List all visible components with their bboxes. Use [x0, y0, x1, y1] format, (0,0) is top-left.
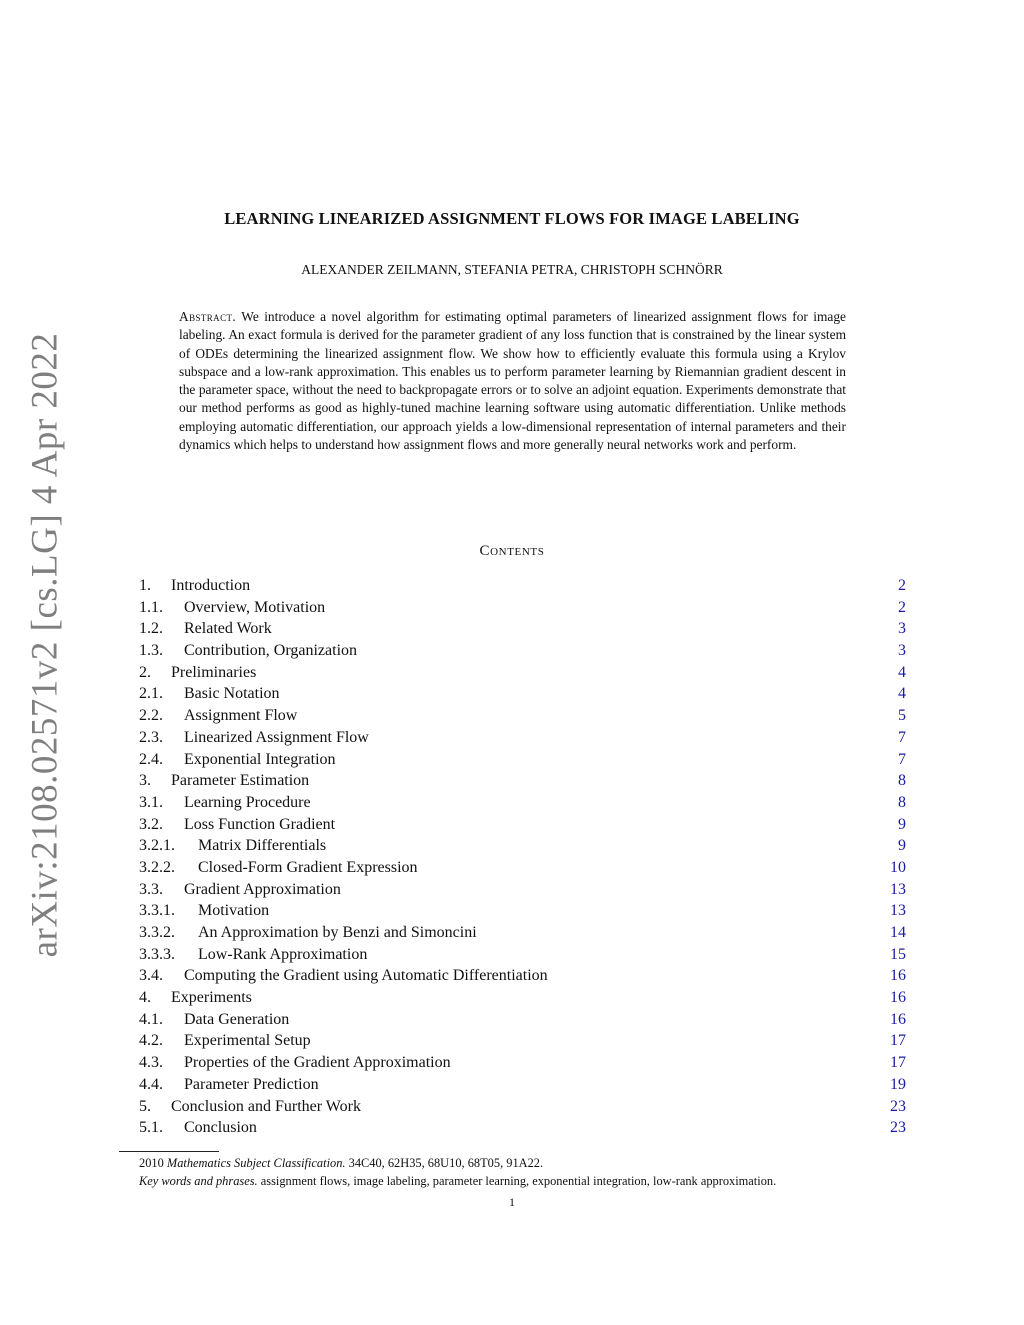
toc-entry[interactable] [139, 987, 906, 1009]
toc-entry-title: Parameter Estimation [171, 772, 310, 790]
footnote-msc [139, 1156, 543, 1171]
toc-entry-number: 3.3.3. [139, 945, 175, 963]
toc-entry-page-link[interactable]: 3 [898, 620, 906, 638]
toc-entry-page-link[interactable]: 8 [898, 772, 906, 790]
toc-entry-number: 1.2. [139, 620, 163, 638]
abstract-label: Abstract. [179, 309, 237, 324]
abstract [179, 308, 846, 454]
toc-entry[interactable] [139, 814, 906, 836]
keywords-label: Key words and phrases. [139, 1174, 258, 1188]
toc-entry-title: Conclusion [184, 1119, 257, 1137]
toc-entry[interactable] [139, 1096, 906, 1118]
page-number: 1 [509, 1195, 515, 1209]
toc-entry-title: Closed-Form Gradient Expression [198, 858, 418, 876]
toc-entry-title: An Approximation by Benzi and Simoncini [198, 924, 477, 941]
toc-entry-title: Motivation [198, 902, 270, 920]
toc-entry-page-link[interactable]: 17 [890, 1032, 906, 1050]
toc-entry-number: 3.3. [139, 880, 163, 898]
toc-entry-page-link[interactable]: 23 [890, 1119, 906, 1137]
toc-entry-title: Parameter Prediction [184, 1075, 319, 1093]
toc-entry-page-link[interactable]: 3 [898, 642, 906, 660]
toc-entry-page-link[interactable]: 17 [890, 1054, 906, 1072]
toc-entry-page-link[interactable]: 9 [898, 837, 906, 855]
toc-entry[interactable] [139, 879, 906, 901]
toc-entry[interactable] [139, 1074, 906, 1096]
toc-entry-title: Related Work [184, 620, 272, 638]
toc-entry-number: 3.3.2. [139, 924, 175, 941]
toc-entry-title: Learning Procedure [184, 793, 311, 811]
toc-entry-title: Exponential Integration [184, 750, 336, 768]
msc-year: 2010 [139, 1156, 164, 1170]
toc-entry-page-link[interactable]: 23 [890, 1097, 906, 1115]
toc-entry[interactable] [139, 1030, 906, 1052]
toc-entry-title: Data Generation [184, 1010, 290, 1028]
toc-entry-page-link[interactable]: 4 [898, 663, 906, 681]
toc-entry-page-link[interactable]: 13 [890, 902, 906, 920]
msc-label: Mathematics Subject Classification. [166, 1156, 346, 1170]
toc-entry[interactable] [139, 1117, 906, 1139]
toc-entry[interactable] [139, 618, 906, 640]
toc-entry-title: Conclusion and Further Work [171, 1097, 361, 1115]
footnote-rule [119, 1151, 219, 1152]
toc-entry-page-link[interactable]: 9 [898, 815, 906, 833]
toc-entry[interactable] [139, 640, 906, 662]
toc-entry-title: Introduction [171, 577, 251, 594]
toc-entry-number: 3.3.1. [139, 902, 175, 920]
toc-entry-number: 1.1. [139, 598, 163, 616]
toc-entry-title: Experiments [171, 989, 252, 1007]
toc-entry[interactable] [139, 1052, 906, 1074]
toc-entry-title: Overview, Motivation [184, 598, 326, 616]
toc-entry[interactable] [139, 835, 906, 857]
toc-entry[interactable] [139, 1009, 906, 1031]
toc-entry-title: Contribution, Organization [184, 642, 358, 660]
toc-entry-page-link[interactable]: 2 [898, 577, 906, 594]
toc-entry-number: 4.3. [139, 1054, 163, 1072]
toc-entry-number: 3.2. [139, 815, 163, 833]
toc-entry-page-link[interactable]: 15 [890, 945, 906, 963]
toc-entry[interactable] [139, 575, 906, 597]
toc-entry-number: 4.4. [139, 1075, 163, 1093]
toc-entry-page-link[interactable]: 4 [898, 685, 906, 703]
toc-entry-number: 1. [139, 577, 151, 594]
toc-entry-page-link[interactable]: 10 [890, 858, 906, 876]
toc-entry-number: 2. [139, 663, 151, 681]
toc-entry-number: 2.2. [139, 707, 163, 725]
toc-entry-number: 3.1. [139, 793, 163, 811]
paper-authors: ALEXANDER ZEILMANN, STEFANIA PETRA, CHRISTOPH SCHNÖRR [301, 262, 723, 277]
toc-entry-number: 5.1. [139, 1119, 163, 1137]
abstract-text: We introduce a novel algorithm for estimating optimal parameters of linearized assignment flows for image labeling. An exact formula is derived for the parameter gradient of any loss function that is constrained by the linear system of ODEs determining the linearized assignment flow. We show how to efficiently evaluate this formula using a Krylov subspace and a low-rank approximation. This enables us to perform parameter learning by Riemannian gradient descent in the parameter space, without the need to backpropagate errors or to solve an adjoint equation. Experiments demonstrate that our method performs as good as highly-tuned machine learning software using automatic differentiation. Unlike methods employing automatic differentiation, our approach yields a low-dimensional representation of internal parameters and their dynamics which helps to understand how assignment flows and more generally neural networks work and perform. [179, 309, 846, 453]
toc-entry[interactable] [139, 683, 906, 705]
toc-entry-number: 3. [139, 772, 151, 790]
toc-entry-title: Preliminaries [171, 663, 257, 681]
toc-entry-number: 3.2.2. [139, 858, 175, 876]
toc-entry-title: Properties of the Gradient Approximation [184, 1054, 451, 1072]
toc-entry[interactable] [139, 944, 906, 966]
toc-entry-page-link[interactable]: 19 [890, 1075, 906, 1093]
toc-entry[interactable] [139, 662, 906, 684]
toc-entry-number: 3.4. [139, 967, 163, 985]
toc-entry-title: Assignment Flow [184, 707, 298, 725]
toc-entry-page-link[interactable]: 7 [898, 750, 906, 768]
toc-entry[interactable] [139, 749, 906, 771]
arxiv-identifier-stamp: arXiv:2108.02571v2 [cs.LG] 4 Apr 2022 [24, 332, 66, 958]
toc-entry-number: 2.4. [139, 750, 163, 768]
toc-entry-title: Gradient Approximation [184, 880, 341, 898]
toc-entry-number: 1.3. [139, 642, 163, 660]
toc-entry[interactable] [139, 705, 906, 727]
toc-entry-title: Matrix Differentials [198, 837, 327, 855]
toc-entry-number: 4.1. [139, 1010, 163, 1028]
toc-entry-title: Low-Rank Approximation [198, 945, 368, 963]
toc-entry-page-link[interactable]: 13 [890, 880, 906, 898]
toc-entry-page-link[interactable]: 16 [890, 1010, 906, 1028]
msc-codes: 34C40, 62H35, 68U10, 68T05, 91A22. [348, 1156, 544, 1170]
toc-entry-page-link[interactable]: 7 [898, 728, 906, 746]
toc-entry-page-link[interactable]: 8 [898, 793, 906, 811]
toc-entry-number: 2.1. [139, 685, 163, 703]
toc-entry-page-link[interactable]: 2 [898, 598, 906, 616]
toc-entry-title: Linearized Assignment Flow [184, 728, 369, 746]
toc-entry-number: 4.2. [139, 1032, 163, 1050]
toc-entry-title: Experimental Setup [184, 1032, 311, 1050]
toc-entry-page-link[interactable]: 16 [890, 967, 906, 985]
toc-entry[interactable] [139, 792, 906, 814]
toc-entry[interactable] [139, 857, 906, 879]
toc-entry-page-link[interactable]: 16 [890, 989, 906, 1007]
contents-heading: Contents [479, 543, 545, 559]
paper-title: LEARNING LINEARIZED ASSIGNMENT FLOWS FOR IMAGE LABELING [224, 209, 800, 228]
toc-entry[interactable] [139, 597, 906, 619]
table-of-contents [139, 575, 906, 1139]
toc-entry[interactable] [139, 770, 906, 792]
keywords-text: assignment flows, image labeling, parameter learning, exponential integration, low-rank approximation. [260, 1174, 777, 1188]
toc-entry-number: 4. [139, 989, 151, 1007]
toc-entry-number: 2.3. [139, 728, 163, 746]
toc-entry-title: Computing the Gradient using Automatic Differentiation [184, 967, 548, 985]
toc-entry-page-link[interactable]: 5 [898, 707, 906, 725]
footnote-keywords [139, 1174, 776, 1189]
toc-entry[interactable] [139, 965, 906, 987]
toc-entry-page-link[interactable]: 14 [890, 924, 906, 941]
toc-entry-title: Loss Function Gradient [184, 815, 336, 833]
toc-entry-number: 3.2.1. [139, 837, 175, 855]
toc-entry-number: 5. [139, 1097, 151, 1115]
toc-entry[interactable] [139, 900, 906, 922]
toc-entry[interactable] [139, 922, 906, 944]
toc-entry-title: Basic Notation [184, 685, 280, 703]
toc-entry[interactable] [139, 727, 906, 749]
